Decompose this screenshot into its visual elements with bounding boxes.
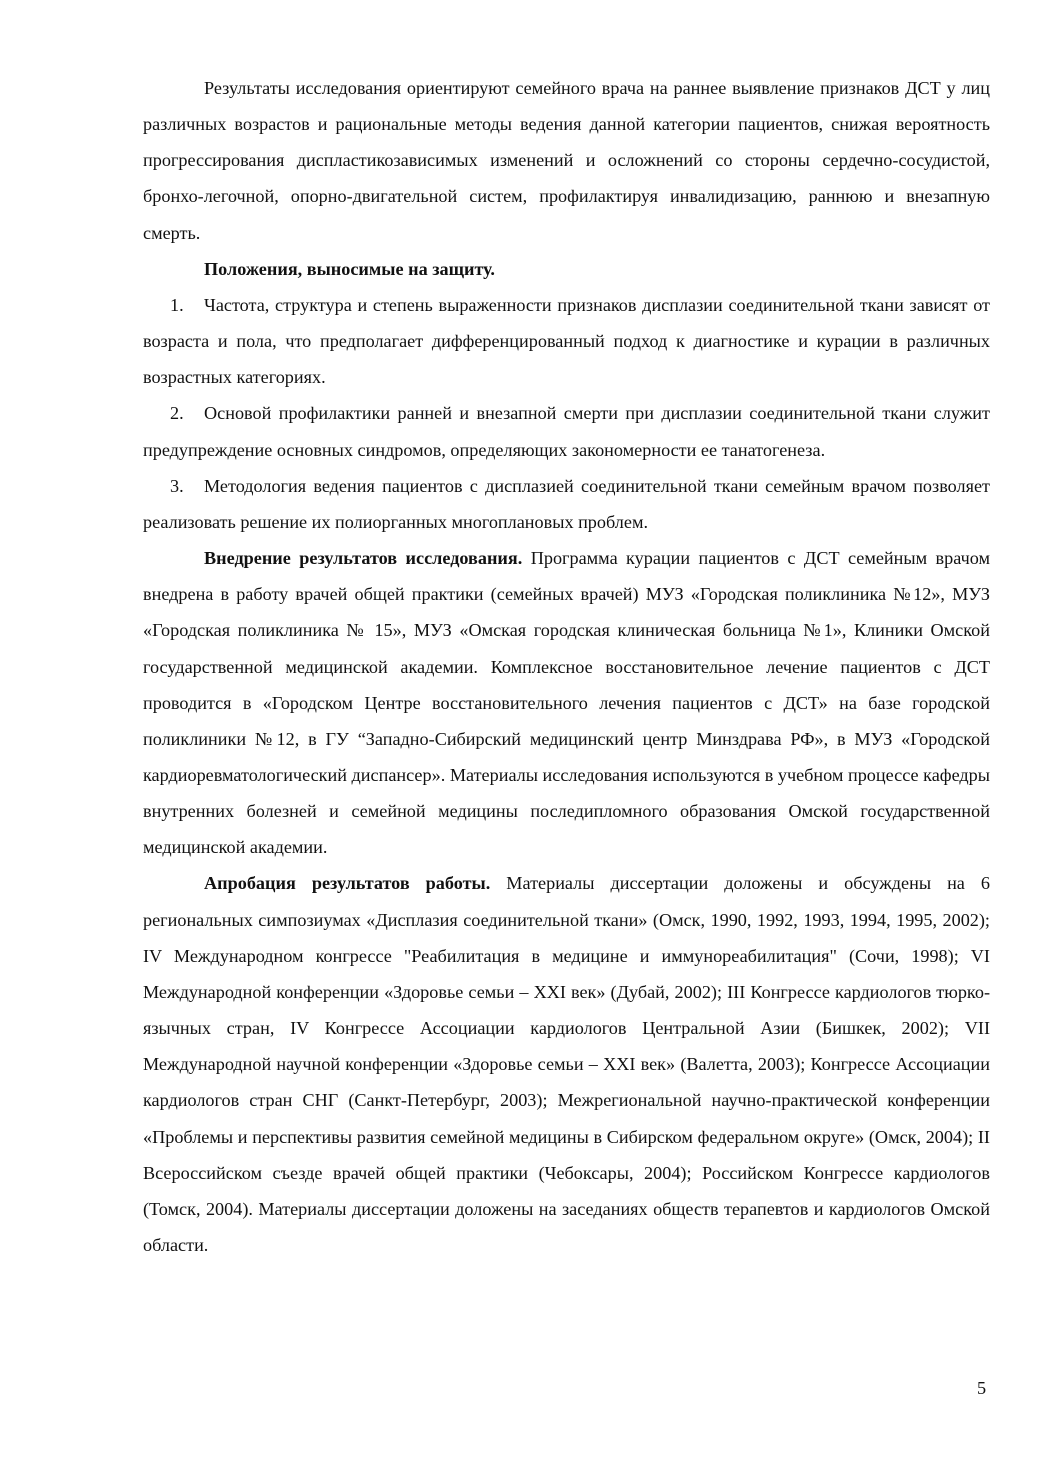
implementation-text: Программа курации пациентов с ДСТ семейным врачом внедрена в работу врачей общей практики (семейных врачей) МУЗ «Городская поликлиника №12», МУЗ «Городская поликлиника № 15», МУЗ «Омская городская клиническая больница №1», Клиники Омской государственной медицинской академии. Комплексное восстановительное лечение пациентов с ДСТ проводится в «Городском Центре восстановительного лечения пациентов с ДСТ» на базе городской поликлиники №12, в ГУ “Западно-Сибирский медицинский центр Минздрава РФ», в МУЗ «Городской кардиоревматологический диспансер». Материалы исследования используются в учебном процессе кафедры внутренних болезней и семейной медицины последипломного образования Омской государственной медицинской академии.	[143, 548, 990, 858]
defense-item-1	[143, 287, 990, 395]
defense-item-number: 2.	[170, 403, 184, 424]
defense-item-text: Частота, структура и степень выраженности признаков дисплазии соединительной ткани зависят от возраста и пола, что предполагает дифференцированный подход к диагностике и курации в различных возрастных категориях.	[143, 294, 990, 388]
document-page	[143, 70, 990, 1263]
approbation-text: Материалы диссертации доложены и обсуждены на 6 региональных симпозиумах «Дисплазия соединительной ткани» (Омск, 1990, 1992, 1993, 1994, 1995, 2002); IV Международном конгрессе "Реабилитация в медицине и иммунореабилитация" (Сочи, 1998); VI Международной конференции «Здоровье семьи – XXI век» (Дубай, 2002); III Конгрессе кардиологов тюрко-язычных стран, IV Конгрессе Ассоциации кардиологов Центральной Азии (Бишкек, 2002); VII Международной научной конференции «Здоровье семьи – XXI век» (Валетта, 2003); Конгрессе Ассоциации кардиологов стран СНГ (Санкт-Петербург, 2003); Межрегиональной научно-практической конференции «Проблемы и перспективы развития семейной медицины в Сибирском федеральном округе» (Омск, 2004); II Всероссийском съезде врачей общей практики (Чебоксары, 2004); Российском Конгрессе кардиологов (Томск, 2004). Материалы диссертации доложены на заседаниях обществ терапевтов и кардиологов Омской области.	[143, 873, 990, 1255]
page-number: 5	[977, 1378, 987, 1398]
implementation-heading: Внедрение результатов исследования.	[204, 548, 523, 569]
defense-item-number: 3.	[170, 475, 184, 496]
approbation-paragraph	[143, 865, 990, 1263]
approbation-heading: Апробация результатов работы.	[204, 873, 491, 894]
results-paragraph: Результаты исследования ориентируют семейного врача на раннее выявление признаков ДСТ у лиц различных возрастов и рациональные методы ведения данной категории пациентов, снижая вероятность прогрессирования диспластикозависимых изменений и осложнений со стороны сердечно-сосудистой, бронхо-легочной, опорно-двигательной систем, профилактируя инвалидизацию, раннюю и внезапную смерть.	[143, 78, 990, 243]
defense-heading: Положения, выносимые на защиту.	[204, 258, 495, 279]
defense-item-text: Методология ведения пациентов с дисплазией соединительной ткани семейным врачом позволяет реализовать решение их полиорганных многоплановых проблем.	[143, 475, 990, 532]
defense-item-3	[143, 468, 990, 540]
implementation-paragraph	[143, 540, 990, 865]
defense-item-text: Основой профилактики ранней и внезапной смерти при дисплазии соединительной ткани служит предупреждение основных синдромов, определяющих закономерности ее танатогенеза.	[143, 403, 990, 460]
defense-item-number: 1.	[170, 294, 184, 315]
defense-item-2	[143, 395, 990, 467]
